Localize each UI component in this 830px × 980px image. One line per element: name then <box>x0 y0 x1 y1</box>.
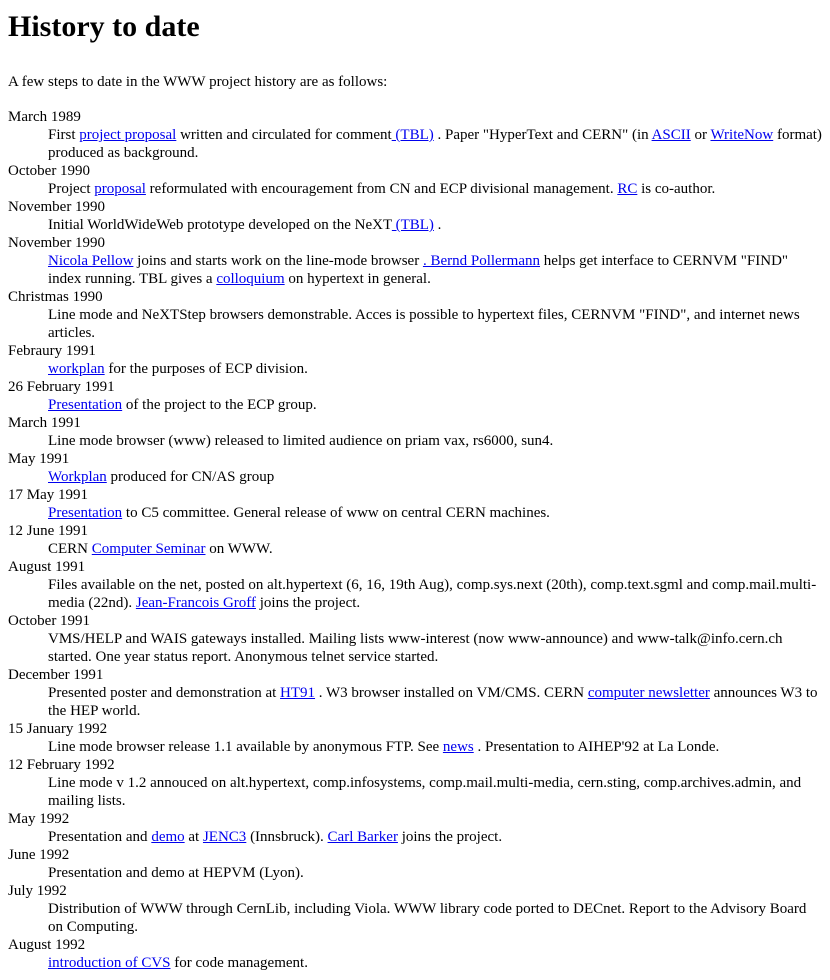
history-description <box>48 828 822 846</box>
history-text: to C5 committee. General release of www on central CERN machines. <box>122 505 550 521</box>
history-text: . <box>433 217 442 233</box>
history-text: First <box>48 127 80 143</box>
history-text: Presentation and <box>48 829 152 845</box>
history-text: Files available on the net, posted on alt.hypertext (6, 16, 19th Aug), comp.sys.next (20th), comp.text.sgml and comp.mail.multi-media (22nd). <box>48 577 817 611</box>
history-text: is co-author. <box>637 181 716 197</box>
history-link[interactable]: (TBL) <box>391 217 434 233</box>
history-link[interactable]: workplan <box>48 361 105 377</box>
history-link[interactable]: Workplan <box>48 469 107 485</box>
history-date: December 1991 <box>8 667 104 683</box>
history-description <box>48 864 822 882</box>
history-text: format) produced as background. <box>48 127 822 161</box>
history-date: May 1991 <box>8 451 70 467</box>
history-date: June 1992 <box>8 847 70 863</box>
history-text: joins the project. <box>256 595 361 611</box>
history-link[interactable]: computer newsletter <box>587 685 710 701</box>
history-link[interactable]: news <box>442 739 474 755</box>
history-text: Line mode browser release 1.1 available by anonymous FTP. See <box>48 739 443 755</box>
history-description <box>48 126 822 162</box>
history-date: May 1992 <box>8 811 70 827</box>
history-text: VMS/HELP and WAIS gateways installed. Mailing lists www-interest (now www-announce) and www-talk@info.cern.ch started. One year status report. Anonymous telnet service started. <box>48 631 783 665</box>
history-text: (Innsbruck). <box>246 829 328 845</box>
history-date: August 1991 <box>8 559 86 575</box>
history-description <box>48 540 822 558</box>
history-link[interactable]: Carl Barker <box>327 829 398 845</box>
history-description <box>48 468 822 486</box>
history-description <box>48 774 822 810</box>
history-link[interactable]: Presentation <box>48 505 123 521</box>
history-description <box>48 360 822 378</box>
history-date: 17 May 1991 <box>8 487 88 503</box>
history-description <box>48 900 822 936</box>
history-link[interactable]: WriteNow <box>710 127 774 143</box>
history-text: Line mode and NeXTStep browsers demonstrable. Acces is possible to hypertext files, CERNVM "FIND", and internet news articles. <box>48 307 800 341</box>
history-text: Line mode browser (www) released to limited audience on priam vax, rs6000, sun4. <box>48 433 554 449</box>
history-description <box>48 396 822 414</box>
history-text: Project <box>48 181 95 197</box>
history-date: October 1990 <box>8 163 91 179</box>
history-link[interactable]: HT91 <box>280 685 316 701</box>
history-link[interactable]: Nicola Pellow <box>48 253 134 269</box>
history-date: 26 February 1991 <box>8 379 115 395</box>
history-text: CERN <box>48 541 92 557</box>
history-date: August 1992 <box>8 937 86 953</box>
history-date: 15 January 1992 <box>8 721 108 737</box>
history-link[interactable]: Presentation <box>48 397 123 413</box>
history-text: reformulated with encouragement from CN and ECP divisional management. <box>145 181 618 197</box>
history-text: . Paper "HyperText and CERN" (in <box>433 127 652 143</box>
history-text: at <box>184 829 203 845</box>
history-text: or <box>690 127 711 143</box>
history-link[interactable]: Computer Seminar <box>91 541 206 557</box>
history-text: for code management. <box>170 955 308 971</box>
history-text: Initial WorldWideWeb prototype developed on the NeXT <box>48 217 392 233</box>
history-date: November 1990 <box>8 235 106 251</box>
history-link[interactable]: demo <box>151 829 185 845</box>
history-date: Christmas 1990 <box>8 289 103 305</box>
history-link[interactable]: ASCII <box>651 127 691 143</box>
history-link[interactable]: introduction of CVS <box>48 955 171 971</box>
history-description <box>48 216 822 234</box>
history-link[interactable]: (TBL) <box>391 127 434 143</box>
history-text: Presentation and demo at HEPVM (Lyon). <box>48 865 304 881</box>
history-description <box>48 306 822 342</box>
history-description <box>48 180 822 198</box>
history-date: 12 June 1991 <box>8 523 88 539</box>
history-date: March 1991 <box>8 415 81 431</box>
history-description <box>48 252 822 288</box>
history-description <box>48 738 822 756</box>
history-description <box>48 432 822 450</box>
history-link[interactable]: project proposal <box>79 127 177 143</box>
history-text: Distribution of WWW through CernLib, including Viola. WWW library code ported to DECnet. Report to the Advisory Board on Computing. <box>48 901 807 935</box>
history-description <box>48 684 822 720</box>
history-date: March 1989 <box>8 109 81 125</box>
history-text: . W3 browser installed on VM/CMS. CERN <box>315 685 588 701</box>
history-link[interactable]: JENC3 <box>202 829 247 845</box>
history-date: October 1991 <box>8 613 91 629</box>
history-link[interactable]: colloquium <box>216 271 285 287</box>
history-list <box>8 108 822 972</box>
history-text: produced for CN/AS group <box>106 469 275 485</box>
history-description <box>48 576 822 612</box>
history-text: . Presentation to AIHEP'92 at La Londe. <box>473 739 720 755</box>
history-text: Presented poster and demonstration at <box>48 685 281 701</box>
history-text: on hypertext in general. <box>284 271 431 287</box>
history-link[interactable]: proposal <box>94 181 146 197</box>
history-text: on WWW. <box>205 541 273 557</box>
history-description <box>48 504 822 522</box>
history-date: November 1990 <box>8 199 106 215</box>
history-text: joins and starts work on the line-mode browser <box>133 253 423 269</box>
history-date: Febraury 1991 <box>8 343 96 359</box>
history-text: of the project to the ECP group. <box>122 397 317 413</box>
history-link[interactable]: . Bernd Pollermann <box>422 253 541 269</box>
history-link[interactable]: RC <box>617 181 638 197</box>
history-text: for the purposes of ECP division. <box>104 361 308 377</box>
history-link[interactable]: Jean-Francois Groff <box>135 595 256 611</box>
history-text: written and circulated for comment <box>176 127 392 143</box>
history-description <box>48 630 822 666</box>
history-text: Line mode v 1.2 annouced on alt.hypertext, comp.infosystems, comp.mail.multi-media, cern.sting, comp.archives.admin, and mailing lists. <box>48 775 802 809</box>
history-date: 12 February 1992 <box>8 757 115 773</box>
history-date: July 1992 <box>8 883 67 899</box>
history-description <box>48 954 822 972</box>
history-text: joins the project. <box>397 829 503 845</box>
history-text: helps get interface to CERNVM "FIND" index running. TBL gives a <box>48 253 789 287</box>
page-title: History to date <box>8 10 200 43</box>
history-text: announces W3 to the HEP world. <box>48 685 818 719</box>
intro-text: A few steps to date in the WWW project history are as follows: <box>8 74 388 90</box>
